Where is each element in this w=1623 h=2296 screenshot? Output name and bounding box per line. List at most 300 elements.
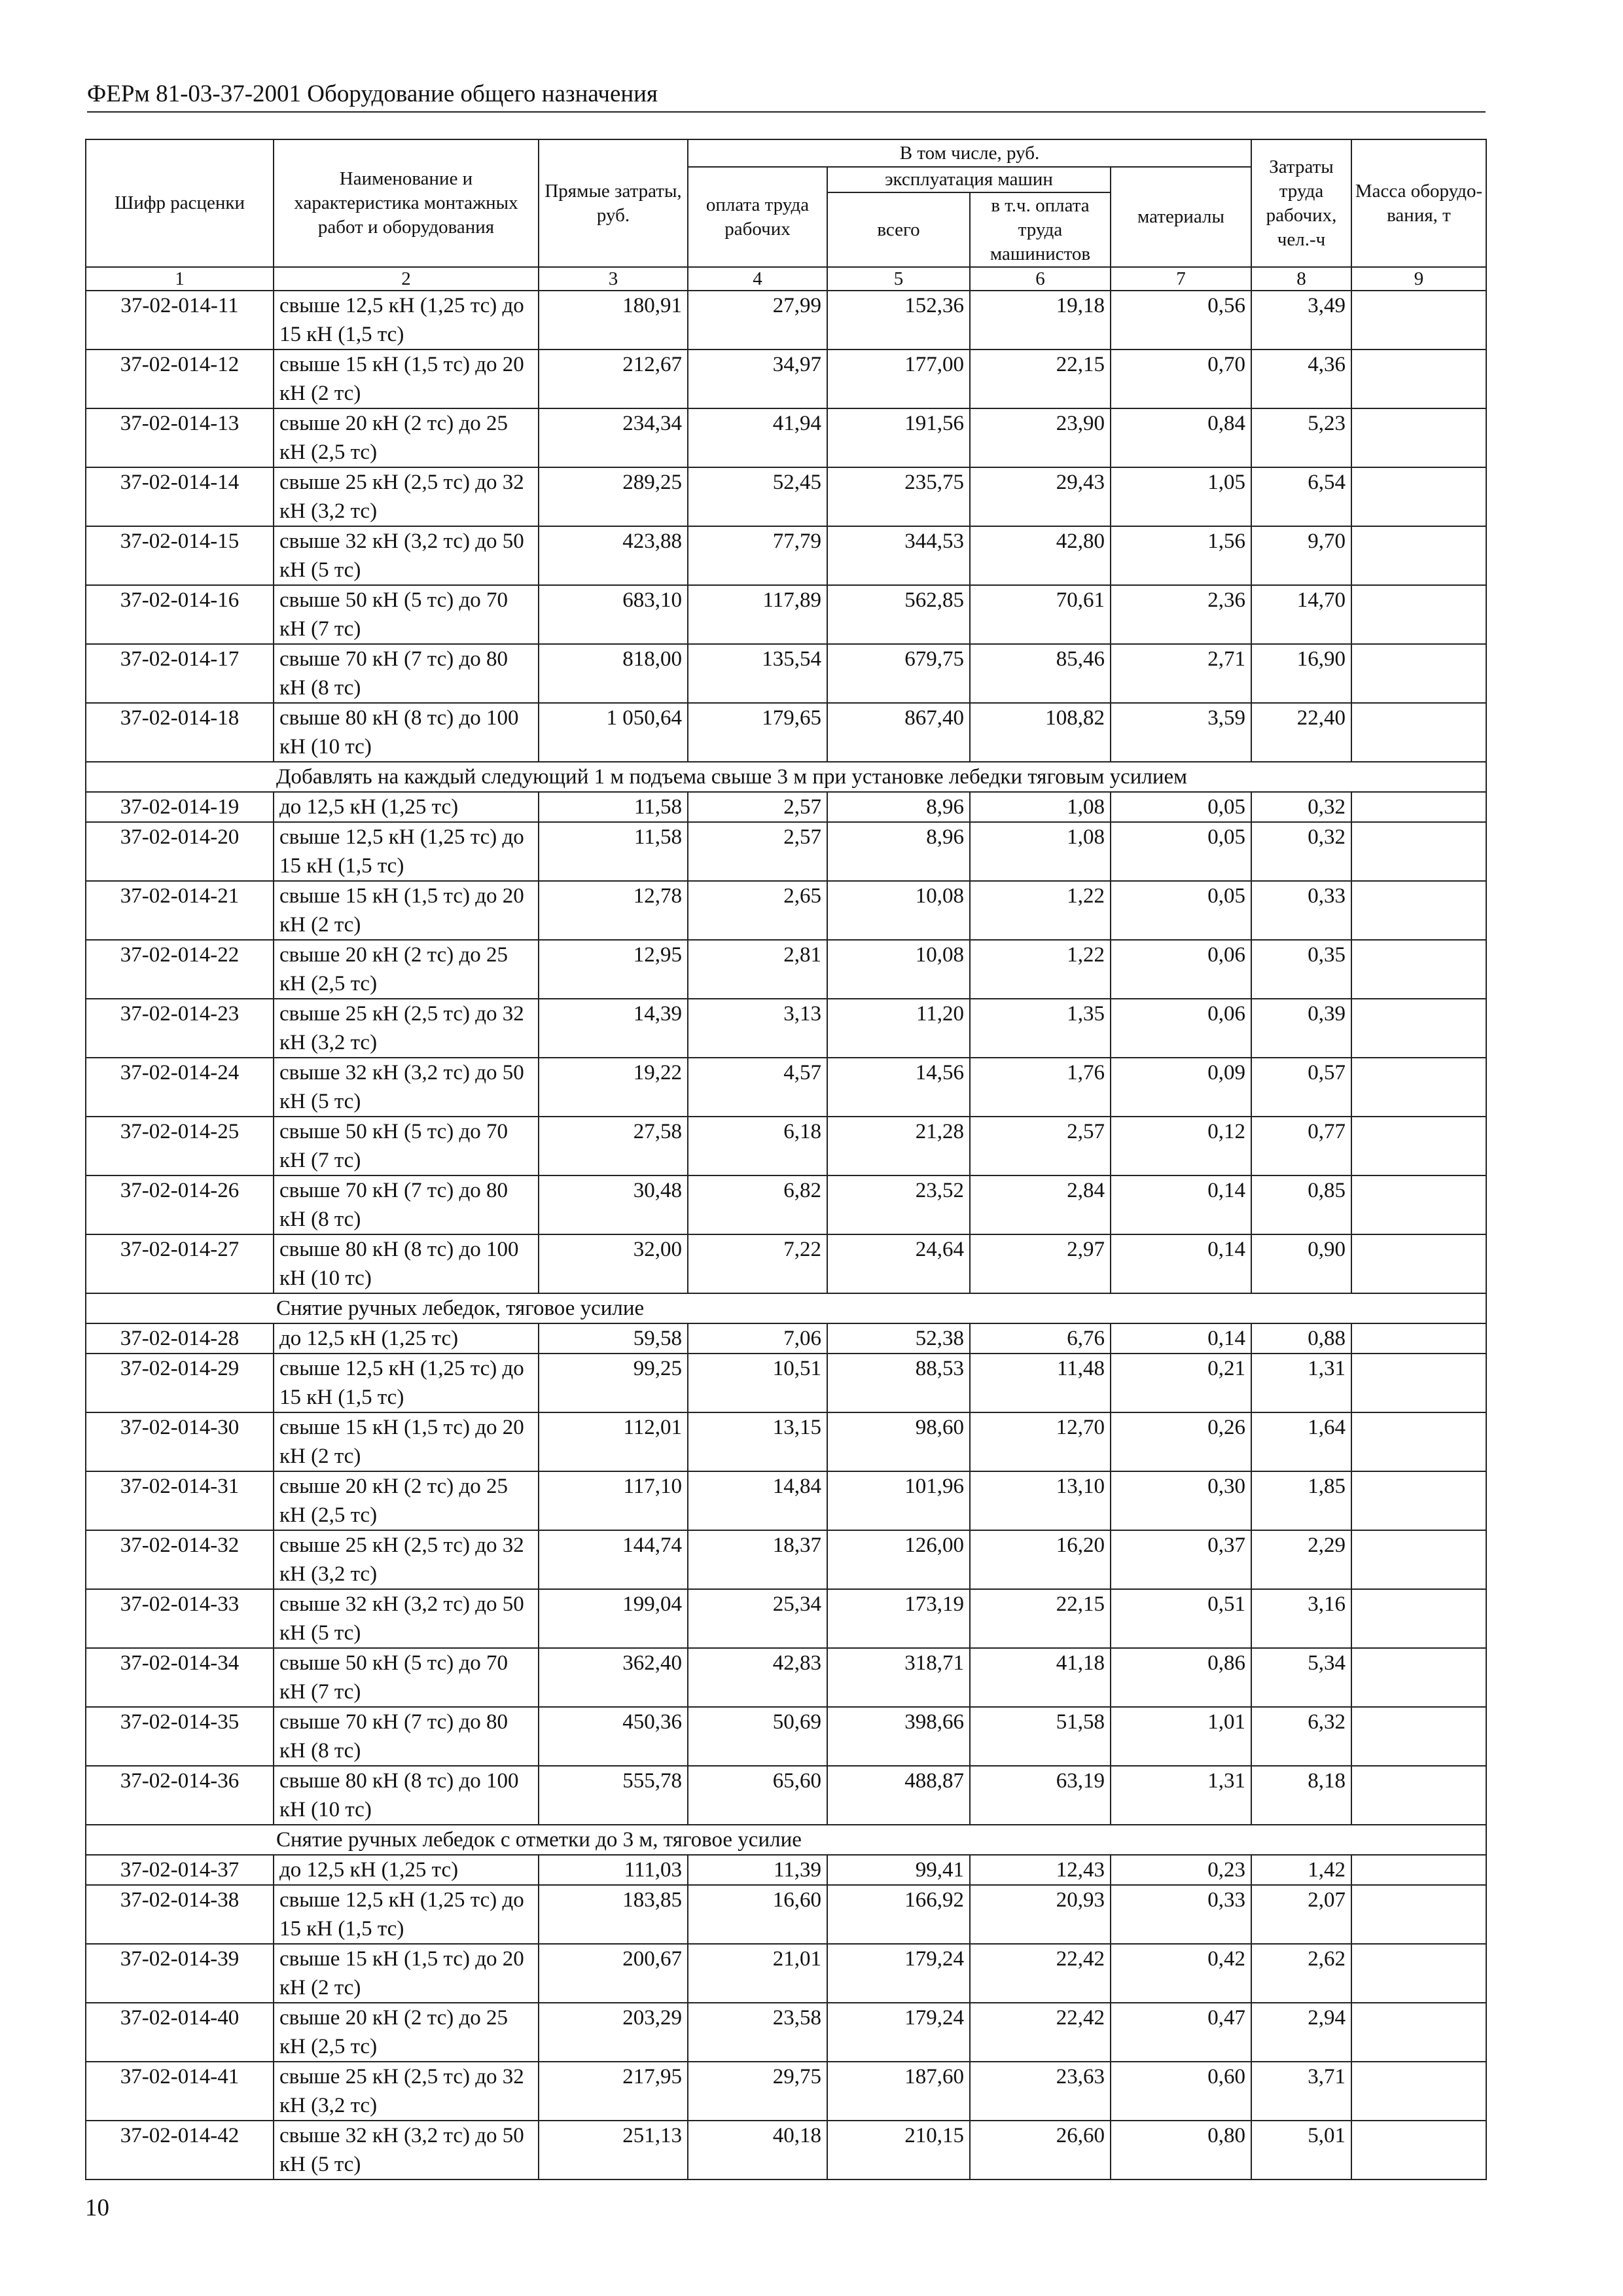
materials-cost: 0,14 (1111, 1175, 1251, 1234)
equipment-mass (1351, 940, 1486, 999)
work-description: свыше 20 кН (2 тс) до 25 кН (2,5 тс) (274, 2003, 539, 2062)
rate-code: 37-02-014-26 (86, 1175, 274, 1234)
direct-costs: 30,48 (539, 1175, 688, 1234)
labor-pay: 27,99 (688, 291, 827, 350)
machines-total: 10,08 (827, 881, 970, 940)
direct-costs: 144,74 (539, 1530, 688, 1589)
machinists-pay: 23,90 (970, 408, 1111, 467)
table-row (86, 881, 1486, 940)
work-description: свыше 80 кН (8 тс) до 100 кН (10 тс) (274, 1234, 539, 1293)
materials-cost: 0,70 (1111, 350, 1251, 408)
machinists-pay: 12,43 (970, 1855, 1111, 1885)
rate-code: 37-02-014-25 (86, 1117, 274, 1175)
direct-costs: 212,67 (539, 350, 688, 408)
materials-cost: 0,06 (1111, 999, 1251, 1058)
section-title: Добавлять на каждый следующий 1 м подъема свыше 3 м при установке лебедки тяговым усилием (86, 762, 1486, 792)
equipment-mass (1351, 585, 1486, 644)
work-description: свыше 50 кН (5 тс) до 70 кН (7 тс) (274, 1117, 539, 1175)
labor-pay: 34,97 (688, 350, 827, 408)
equipment-mass (1351, 2121, 1486, 2179)
labor-pay: 41,94 (688, 408, 827, 467)
machinists-pay: 19,18 (970, 291, 1111, 350)
direct-costs: 683,10 (539, 585, 688, 644)
rate-code: 37-02-014-11 (86, 291, 274, 350)
table-row (86, 1412, 1486, 1471)
rate-code: 37-02-014-31 (86, 1471, 274, 1530)
rate-code: 37-02-014-32 (86, 1530, 274, 1589)
header-labor-cost: Затраты труда рабочих, чел.-ч (1251, 139, 1351, 267)
rate-code: 37-02-014-18 (86, 703, 274, 762)
table-row (86, 1648, 1486, 1707)
table-row (86, 2003, 1486, 2062)
labor-hours: 3,71 (1251, 2062, 1351, 2121)
materials-cost: 3,59 (1111, 703, 1251, 762)
direct-costs: 12,78 (539, 881, 688, 940)
table-row (86, 792, 1486, 822)
labor-hours: 2,62 (1251, 1944, 1351, 2003)
rate-code: 37-02-014-28 (86, 1323, 274, 1354)
labor-hours: 5,34 (1251, 1648, 1351, 1707)
direct-costs: 555,78 (539, 1766, 688, 1825)
machines-total: 398,66 (827, 1707, 970, 1766)
machinists-pay: 2,97 (970, 1234, 1111, 1293)
labor-pay: 13,15 (688, 1412, 827, 1471)
work-description: до 12,5 кН (1,25 тс) (274, 1855, 539, 1885)
labor-pay: 29,75 (688, 2062, 827, 2121)
table-row (86, 822, 1486, 881)
column-number: 9 (1351, 267, 1486, 291)
table-row (86, 2062, 1486, 2121)
labor-hours: 6,32 (1251, 1707, 1351, 1766)
equipment-mass (1351, 1885, 1486, 1944)
equipment-mass (1351, 467, 1486, 526)
section-header-row (86, 1293, 1486, 1323)
labor-hours: 0,85 (1251, 1175, 1351, 1234)
equipment-mass (1351, 703, 1486, 762)
machinists-pay: 2,57 (970, 1117, 1111, 1175)
labor-hours: 1,42 (1251, 1855, 1351, 1885)
direct-costs: 1 050,64 (539, 703, 688, 762)
equipment-mass (1351, 1589, 1486, 1648)
labor-pay: 25,34 (688, 1589, 827, 1648)
materials-cost: 0,26 (1111, 1412, 1251, 1471)
labor-hours: 3,16 (1251, 1589, 1351, 1648)
labor-hours: 5,01 (1251, 2121, 1351, 2179)
machines-total: 173,19 (827, 1589, 970, 1648)
labor-hours: 3,49 (1251, 291, 1351, 350)
rate-code: 37-02-014-37 (86, 1855, 274, 1885)
machines-total: 166,92 (827, 1885, 970, 1944)
labor-pay: 11,39 (688, 1855, 827, 1885)
labor-hours: 4,36 (1251, 350, 1351, 408)
work-description: свыше 70 кН (7 тс) до 80 кН (8 тс) (274, 1707, 539, 1766)
work-description: свыше 50 кН (5 тс) до 70 кН (7 тс) (274, 585, 539, 644)
materials-cost: 0,21 (1111, 1354, 1251, 1412)
table-row (86, 1944, 1486, 2003)
header-name: Наименование и характеристика монтажных работ и оборудования (274, 139, 539, 267)
table-row (86, 1471, 1486, 1530)
machinists-pay: 22,15 (970, 1589, 1111, 1648)
work-description: свыше 25 кН (2,5 тс) до 32 кН (3,2 тс) (274, 999, 539, 1058)
rate-code: 37-02-014-20 (86, 822, 274, 881)
machinists-pay: 1,08 (970, 792, 1111, 822)
work-description: до 12,5 кН (1,25 тс) (274, 792, 539, 822)
machines-total: 867,40 (827, 703, 970, 762)
materials-cost: 0,37 (1111, 1530, 1251, 1589)
table-row (86, 1323, 1486, 1354)
direct-costs: 111,03 (539, 1855, 688, 1885)
rate-code: 37-02-014-15 (86, 526, 274, 585)
materials-cost: 0,30 (1111, 1471, 1251, 1530)
machinists-pay: 1,35 (970, 999, 1111, 1058)
machinists-pay: 85,46 (970, 644, 1111, 703)
equipment-mass (1351, 1648, 1486, 1707)
rate-code: 37-02-014-14 (86, 467, 274, 526)
direct-costs: 11,58 (539, 822, 688, 881)
machines-total: 21,28 (827, 1117, 970, 1175)
rates-table (85, 139, 1487, 2180)
labor-pay: 2,81 (688, 940, 827, 999)
rate-code: 37-02-014-41 (86, 2062, 274, 2121)
rate-code: 37-02-014-16 (86, 585, 274, 644)
work-description: свыше 12,5 кН (1,25 тс) до 15 кН (1,5 тс) (274, 1885, 539, 1944)
machines-total: 8,96 (827, 792, 970, 822)
equipment-mass (1351, 350, 1486, 408)
equipment-mass (1351, 792, 1486, 822)
labor-pay: 10,51 (688, 1354, 827, 1412)
direct-costs: 117,10 (539, 1471, 688, 1530)
equipment-mass (1351, 1117, 1486, 1175)
labor-hours: 0,32 (1251, 822, 1351, 881)
direct-costs: 234,34 (539, 408, 688, 467)
labor-pay: 2,57 (688, 792, 827, 822)
machines-total: 24,64 (827, 1234, 970, 1293)
materials-cost: 0,14 (1111, 1234, 1251, 1293)
direct-costs: 112,01 (539, 1412, 688, 1471)
equipment-mass (1351, 2062, 1486, 2121)
direct-costs: 180,91 (539, 291, 688, 350)
column-number: 5 (827, 267, 970, 291)
machines-total: 562,85 (827, 585, 970, 644)
machines-total: 88,53 (827, 1354, 970, 1412)
labor-hours: 0,32 (1251, 792, 1351, 822)
labor-pay: 14,84 (688, 1471, 827, 1530)
work-description: свыше 20 кН (2 тс) до 25 кН (2,5 тс) (274, 940, 539, 999)
labor-hours: 0,39 (1251, 999, 1351, 1058)
machinists-pay: 11,48 (970, 1354, 1111, 1412)
equipment-mass (1351, 2003, 1486, 2062)
direct-costs: 19,22 (539, 1058, 688, 1117)
machines-total: 179,24 (827, 1944, 970, 2003)
machines-total: 191,56 (827, 408, 970, 467)
table-row (86, 467, 1486, 526)
machinists-pay: 41,18 (970, 1648, 1111, 1707)
equipment-mass (1351, 291, 1486, 350)
direct-costs: 203,29 (539, 2003, 688, 2062)
page-number: 10 (85, 2195, 109, 2221)
direct-costs: 251,13 (539, 2121, 688, 2179)
work-description: свыше 25 кН (2,5 тс) до 32 кН (3,2 тс) (274, 467, 539, 526)
materials-cost: 0,05 (1111, 881, 1251, 940)
direct-costs: 99,25 (539, 1354, 688, 1412)
equipment-mass (1351, 1058, 1486, 1117)
equipment-mass (1351, 1707, 1486, 1766)
header-machines-total: всего (827, 192, 970, 267)
materials-cost: 0,05 (1111, 822, 1251, 881)
materials-cost: 1,31 (1111, 1766, 1251, 1825)
machines-total: 187,60 (827, 2062, 970, 2121)
work-description: свыше 12,5 кН (1,25 тс) до 15 кН (1,5 тс) (274, 291, 539, 350)
direct-costs: 450,36 (539, 1707, 688, 1766)
column-number: 8 (1251, 267, 1351, 291)
machinists-pay: 23,63 (970, 2062, 1111, 2121)
direct-costs: 59,58 (539, 1323, 688, 1354)
rate-code: 37-02-014-13 (86, 408, 274, 467)
machines-total: 344,53 (827, 526, 970, 585)
labor-hours: 0,88 (1251, 1323, 1351, 1354)
materials-cost: 0,05 (1111, 792, 1251, 822)
labor-pay: 2,65 (688, 881, 827, 940)
direct-costs: 199,04 (539, 1589, 688, 1648)
machines-total: 179,24 (827, 2003, 970, 2062)
work-description: свыше 32 кН (3,2 тс) до 50 кН (5 тс) (274, 2121, 539, 2179)
work-description: свыше 80 кН (8 тс) до 100 кН (10 тс) (274, 1766, 539, 1825)
labor-hours: 14,70 (1251, 585, 1351, 644)
labor-pay: 6,18 (688, 1117, 827, 1175)
work-description: свыше 20 кН (2 тс) до 25 кН (2,5 тс) (274, 408, 539, 467)
machines-total: 99,41 (827, 1855, 970, 1885)
labor-hours: 16,90 (1251, 644, 1351, 703)
labor-pay: 50,69 (688, 1707, 827, 1766)
equipment-mass (1351, 1175, 1486, 1234)
column-number: 2 (274, 267, 539, 291)
labor-pay: 18,37 (688, 1530, 827, 1589)
rate-code: 37-02-014-30 (86, 1412, 274, 1471)
rate-code: 37-02-014-42 (86, 2121, 274, 2179)
materials-cost: 0,84 (1111, 408, 1251, 467)
machinists-pay: 12,70 (970, 1412, 1111, 1471)
labor-pay: 7,22 (688, 1234, 827, 1293)
materials-cost: 0,12 (1111, 1117, 1251, 1175)
equipment-mass (1351, 526, 1486, 585)
materials-cost: 0,33 (1111, 1885, 1251, 1944)
labor-hours: 9,70 (1251, 526, 1351, 585)
materials-cost: 0,80 (1111, 2121, 1251, 2179)
header-direct-costs: Прямые затраты, руб. (539, 139, 688, 267)
rate-code: 37-02-014-33 (86, 1589, 274, 1648)
column-numbers-row (86, 267, 1486, 291)
machines-total: 177,00 (827, 350, 970, 408)
page-header (87, 77, 1486, 113)
direct-costs: 12,95 (539, 940, 688, 999)
materials-cost: 0,60 (1111, 2062, 1251, 2121)
table-row (86, 1058, 1486, 1117)
labor-pay: 135,54 (688, 644, 827, 703)
labor-hours: 2,94 (1251, 2003, 1351, 2062)
labor-pay: 42,83 (688, 1648, 827, 1707)
labor-hours: 2,07 (1251, 1885, 1351, 1944)
materials-cost: 0,14 (1111, 1323, 1251, 1354)
materials-cost: 1,01 (1111, 1707, 1251, 1766)
table-row (86, 2121, 1486, 2179)
machinists-pay: 70,61 (970, 585, 1111, 644)
labor-hours: 5,23 (1251, 408, 1351, 467)
labor-hours: 1,64 (1251, 1412, 1351, 1471)
equipment-mass (1351, 1323, 1486, 1354)
table-row (86, 703, 1486, 762)
labor-pay: 40,18 (688, 2121, 827, 2179)
work-description: свыше 25 кН (2,5 тс) до 32 кН (3,2 тс) (274, 2062, 539, 2121)
table-row (86, 940, 1486, 999)
machinists-pay: 1,76 (970, 1058, 1111, 1117)
work-description: свыше 20 кН (2 тс) до 25 кН (2,5 тс) (274, 1471, 539, 1530)
rate-code: 37-02-014-35 (86, 1707, 274, 1766)
rate-code: 37-02-014-22 (86, 940, 274, 999)
machines-total: 679,75 (827, 644, 970, 703)
equipment-mass (1351, 644, 1486, 703)
section-header-row (86, 762, 1486, 792)
rate-code: 37-02-014-24 (86, 1058, 274, 1117)
table-row (86, 644, 1486, 703)
rate-code: 37-02-014-27 (86, 1234, 274, 1293)
equipment-mass (1351, 1471, 1486, 1530)
labor-hours: 0,90 (1251, 1234, 1351, 1293)
table-header (86, 139, 1486, 291)
work-description: свыше 32 кН (3,2 тс) до 50 кН (5 тс) (274, 1058, 539, 1117)
direct-costs: 183,85 (539, 1885, 688, 1944)
labor-hours: 0,35 (1251, 940, 1351, 999)
equipment-mass (1351, 1234, 1486, 1293)
machines-total: 488,87 (827, 1766, 970, 1825)
labor-hours: 6,54 (1251, 467, 1351, 526)
rate-code: 37-02-014-29 (86, 1354, 274, 1412)
direct-costs: 27,58 (539, 1117, 688, 1175)
table-body (86, 291, 1486, 2179)
rate-code: 37-02-014-17 (86, 644, 274, 703)
section-title: Снятие ручных лебедок, тяговое усилие (86, 1293, 1486, 1323)
column-number: 3 (539, 267, 688, 291)
labor-pay: 7,06 (688, 1323, 827, 1354)
direct-costs: 32,00 (539, 1234, 688, 1293)
table-row (86, 1855, 1486, 1885)
equipment-mass (1351, 1766, 1486, 1825)
machinists-pay: 29,43 (970, 467, 1111, 526)
labor-pay: 16,60 (688, 1885, 827, 1944)
labor-pay: 179,65 (688, 703, 827, 762)
direct-costs: 289,25 (539, 467, 688, 526)
rate-code: 37-02-014-21 (86, 881, 274, 940)
column-number: 7 (1111, 267, 1251, 291)
rate-code: 37-02-014-39 (86, 1944, 274, 2003)
labor-pay: 3,13 (688, 999, 827, 1058)
column-number: 1 (86, 267, 274, 291)
machines-total: 10,08 (827, 940, 970, 999)
machinists-pay: 1,08 (970, 822, 1111, 881)
work-description: свыше 50 кН (5 тс) до 70 кН (7 тс) (274, 1648, 539, 1707)
work-description: свыше 12,5 кН (1,25 тс) до 15 кН (1,5 тс) (274, 1354, 539, 1412)
machinists-pay: 22,15 (970, 350, 1111, 408)
machinists-pay: 22,42 (970, 1944, 1111, 2003)
table-row (86, 408, 1486, 467)
machines-total: 210,15 (827, 2121, 970, 2179)
machinists-pay: 2,84 (970, 1175, 1111, 1234)
table-row (86, 1354, 1486, 1412)
machinists-pay: 108,82 (970, 703, 1111, 762)
equipment-mass (1351, 1354, 1486, 1412)
labor-hours: 8,18 (1251, 1766, 1351, 1825)
equipment-mass (1351, 1855, 1486, 1885)
equipment-mass (1351, 408, 1486, 467)
machines-total: 101,96 (827, 1471, 970, 1530)
materials-cost: 1,05 (1111, 467, 1251, 526)
work-description: до 12,5 кН (1,25 тс) (274, 1323, 539, 1354)
table-row (86, 350, 1486, 408)
header-machinists-pay: в т.ч. оплата труда машинистов (970, 192, 1111, 267)
column-number: 6 (970, 267, 1111, 291)
table-row (86, 1885, 1486, 1944)
labor-pay: 52,45 (688, 467, 827, 526)
rate-code: 37-02-014-36 (86, 1766, 274, 1825)
work-description: свыше 15 кН (1,5 тс) до 20 кН (2 тс) (274, 1412, 539, 1471)
equipment-mass (1351, 1944, 1486, 2003)
labor-hours: 22,40 (1251, 703, 1351, 762)
rate-code: 37-02-014-23 (86, 999, 274, 1058)
machines-total: 14,56 (827, 1058, 970, 1117)
machinists-pay: 26,60 (970, 2121, 1111, 2179)
rate-code: 37-02-014-19 (86, 792, 274, 822)
table-row (86, 1589, 1486, 1648)
table-row (86, 1530, 1486, 1589)
work-description: свыше 70 кН (7 тс) до 80 кН (8 тс) (274, 644, 539, 703)
machines-total: 11,20 (827, 999, 970, 1058)
labor-pay: 21,01 (688, 1944, 827, 2003)
section-header-row (86, 1825, 1486, 1855)
labor-pay: 4,57 (688, 1058, 827, 1117)
work-description: свыше 15 кН (1,5 тс) до 20 кН (2 тс) (274, 1944, 539, 2003)
rate-code: 37-02-014-12 (86, 350, 274, 408)
machinists-pay: 13,10 (970, 1471, 1111, 1530)
labor-hours: 0,57 (1251, 1058, 1351, 1117)
materials-cost: 0,42 (1111, 1944, 1251, 2003)
labor-pay: 6,82 (688, 1175, 827, 1234)
work-description: свыше 25 кН (2,5 тс) до 32 кН (3,2 тс) (274, 1530, 539, 1589)
table-row (86, 526, 1486, 585)
machines-total: 8,96 (827, 822, 970, 881)
materials-cost: 0,56 (1111, 291, 1251, 350)
machinists-pay: 42,80 (970, 526, 1111, 585)
column-number: 4 (688, 267, 827, 291)
machinists-pay: 22,42 (970, 2003, 1111, 2062)
labor-pay: 77,79 (688, 526, 827, 585)
section-title: Снятие ручных лебедок с отметки до 3 м, тяговое усилие (86, 1825, 1486, 1855)
table-row (86, 291, 1486, 350)
work-description: свыше 32 кН (3,2 тс) до 50 кН (5 тс) (274, 526, 539, 585)
materials-cost: 2,36 (1111, 585, 1251, 644)
header-materials: материалы (1111, 167, 1251, 267)
machinists-pay: 20,93 (970, 1885, 1111, 1944)
materials-cost: 0,06 (1111, 940, 1251, 999)
labor-pay: 2,57 (688, 822, 827, 881)
materials-cost: 0,47 (1111, 2003, 1251, 2062)
materials-cost: 0,51 (1111, 1589, 1251, 1648)
equipment-mass (1351, 1530, 1486, 1589)
machinists-pay: 16,20 (970, 1530, 1111, 1589)
document-title: ФЕРм 81-03-37-2001 Оборудование общего назначения (87, 81, 658, 107)
equipment-mass (1351, 881, 1486, 940)
header-code: Шифр расценки (86, 139, 274, 267)
equipment-mass (1351, 999, 1486, 1058)
work-description: свыше 15 кН (1,5 тс) до 20 кН (2 тс) (274, 881, 539, 940)
